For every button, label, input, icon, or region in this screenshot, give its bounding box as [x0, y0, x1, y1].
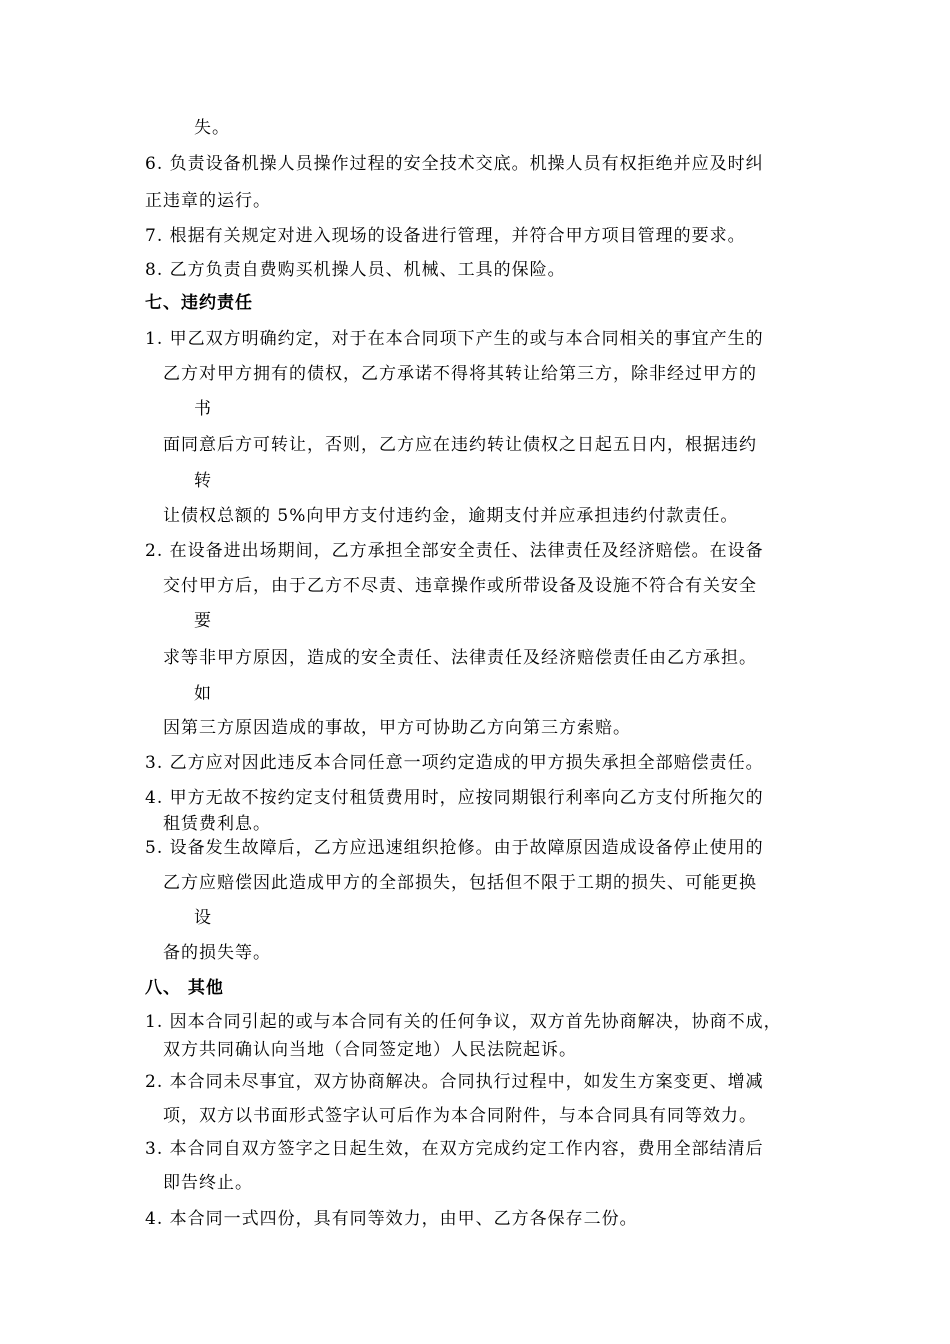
- list-item-line: 1. 因本合同引起的或与本合同有关的任何争议，双方首先协商解决，协商不成，: [145, 1012, 782, 1032]
- text-line: 失。: [194, 118, 230, 138]
- text-line: 求等非甲方原因，造成的安全责任、法律责任及经济赔偿责任由乙方承担。: [163, 648, 757, 668]
- text-line: 备的损失等。: [163, 943, 271, 963]
- text-line: 面同意后方可转让，否则，乙方应在违约转让债权之日起五日内，根据违约: [163, 435, 757, 455]
- text-line: 乙方对甲方拥有的债权，乙方承诺不得将其转让给第三方，除非经过甲方的: [163, 364, 757, 384]
- list-item-line: 7. 根据有关规定对进入现场的设备进行管理，并符合甲方项目管理的要求。: [145, 226, 746, 246]
- section-heading: 七、违约责任: [145, 293, 253, 313]
- list-item-line: 3. 乙方应对因此违反本合同任意一项约定造成的甲方损失承担全部赔偿责任。: [145, 753, 764, 773]
- list-item-line: 4. 本合同一式四份，具有同等效力，由甲、乙方各保存二份。: [145, 1209, 638, 1229]
- list-item-line: 2. 在设备进出场期间，乙方承担全部安全责任、法律责任及经济赔偿。在设备: [145, 541, 764, 561]
- list-item-line: 4. 甲方无故不按约定支付租赁费用时，应按同期银行利率向乙方支付所拖欠的: [145, 788, 764, 808]
- text-line: 因第三方原因造成的事故，甲方可协助乙方向第三方索赔。: [163, 718, 631, 738]
- list-item-line: 1. 甲乙双方明确约定，对于在本合同项下产生的或与本合同相关的事宜产生的: [145, 329, 764, 349]
- text-line: 双方共同确认向当地（合同签定地）人民法院起诉。: [163, 1040, 577, 1060]
- section-heading: 八、 其他: [145, 978, 224, 998]
- text-line: 即告终止。: [163, 1173, 253, 1193]
- text-line: 交付甲方后，由于乙方不尽责、违章操作或所带设备及设施不符合有关安全: [163, 576, 757, 596]
- text-line: 转: [194, 471, 212, 491]
- list-item-line: 3. 本合同自双方签字之日起生效，在双方完成约定工作内容，费用全部结清后: [145, 1139, 764, 1159]
- text-line: 让债权总额的 5%向甲方支付违约金，逾期支付并应承担违约付款责任。: [163, 506, 739, 526]
- text-line: 设: [194, 908, 212, 928]
- text-line: 乙方应赔偿因此造成甲方的全部损失，包括但不限于工期的损失、可能更换: [163, 873, 757, 893]
- text-line: 正违章的运行。: [145, 191, 271, 211]
- list-item-line: 8. 乙方负责自费购买机操人员、机械、工具的保险。: [145, 260, 566, 280]
- list-item-line: 2. 本合同未尽事宜，双方协商解决。合同执行过程中，如发生方案变更、增减: [145, 1072, 764, 1092]
- text-line: 书: [194, 399, 212, 419]
- list-item-line: 6. 负责设备机操人员操作过程的安全技术交底。机操人员有权拒绝并应及时纠: [145, 154, 764, 174]
- text-line: 租赁费利息。: [163, 814, 271, 834]
- text-line: 项，双方以书面形式签字认可后作为本合同附件，与本合同具有同等效力。: [163, 1106, 757, 1126]
- list-item-line: 5. 设备发生故障后，乙方应迅速组织抢修。由于故障原因造成设备停止使用的: [145, 838, 764, 858]
- text-line: 要: [194, 611, 212, 631]
- text-line: 如: [194, 684, 212, 704]
